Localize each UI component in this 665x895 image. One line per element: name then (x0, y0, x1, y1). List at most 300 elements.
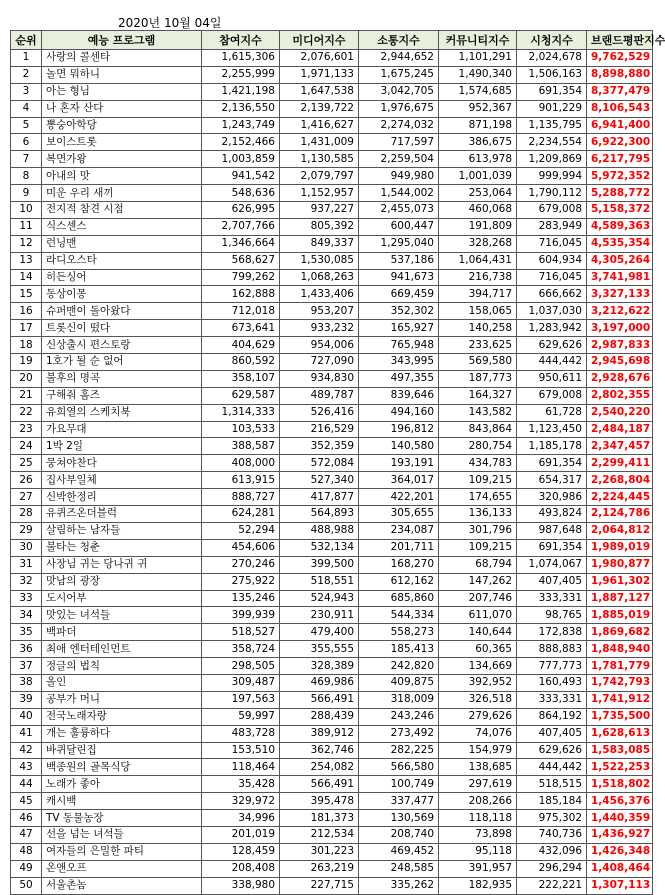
communication-cell: 612,162 (359, 573, 439, 590)
table-header-row (11, 31, 653, 50)
communication-cell: 185,413 (359, 641, 439, 658)
table-row (11, 624, 653, 641)
table-row (11, 607, 653, 624)
communication-cell: 165,927 (359, 320, 439, 337)
program-name-cell: 뭉쳐야찬다 (42, 455, 202, 472)
rank-cell: 13 (11, 252, 42, 269)
communication-cell: 3,042,705 (359, 83, 439, 100)
rank-cell: 7 (11, 151, 42, 168)
program-name-cell: 최애 엔터테인먼트 (42, 641, 202, 658)
community-cell: 140,258 (439, 320, 517, 337)
viewership-cell: 1,185,178 (517, 438, 587, 455)
communication-cell: 318,009 (359, 691, 439, 708)
program-name-cell: 백종원의 골목식당 (42, 759, 202, 776)
media-cell: 933,232 (280, 320, 359, 337)
brand-index-cell: 1,848,940 (587, 641, 653, 658)
viewership-cell: 296,294 (517, 860, 587, 877)
community-cell: 328,268 (439, 235, 517, 252)
participation-cell: 2,152,466 (202, 134, 280, 151)
table-row (11, 100, 653, 117)
media-cell: 526,416 (280, 404, 359, 421)
community-cell: 187,773 (439, 370, 517, 387)
communication-cell: 196,812 (359, 421, 439, 438)
program-name-cell: 아는 형님 (42, 83, 202, 100)
community-cell: 1,574,685 (439, 83, 517, 100)
program-name-cell: 정글의 법칙 (42, 658, 202, 675)
table-row (11, 691, 653, 708)
brand-index-cell: 5,158,372 (587, 202, 653, 219)
table-row (11, 742, 653, 759)
table-row (11, 641, 653, 658)
program-name-cell: 신상출시 편스토랑 (42, 337, 202, 354)
table-row (11, 843, 653, 860)
media-cell: 389,912 (280, 725, 359, 742)
community-cell: 73,898 (439, 826, 517, 843)
table-row (11, 185, 653, 202)
media-cell: 2,079,797 (280, 168, 359, 185)
viewership-cell: 716,045 (517, 269, 587, 286)
rank-cell: 10 (11, 202, 42, 219)
program-name-cell: 1박 2일 (42, 438, 202, 455)
viewership-cell: 407,405 (517, 573, 587, 590)
communication-cell: 130,569 (359, 810, 439, 827)
media-cell: 301,223 (280, 843, 359, 860)
program-name-cell: 보이스트롯 (42, 134, 202, 151)
brand-index-cell: 1,518,802 (587, 776, 653, 793)
participation-cell: 338,980 (202, 877, 280, 894)
viewership-cell: 629,626 (517, 337, 587, 354)
rank-cell: 15 (11, 286, 42, 303)
viewership-cell: 679,008 (517, 387, 587, 404)
community-cell: 182,935 (439, 877, 517, 894)
media-cell: 1,416,627 (280, 117, 359, 134)
viewership-cell: 407,405 (517, 725, 587, 742)
communication-cell: 558,273 (359, 624, 439, 641)
program-name-cell: 슈퍼맨이 돌아왔다 (42, 303, 202, 320)
participation-cell: 388,587 (202, 438, 280, 455)
communication-cell: 100,749 (359, 776, 439, 793)
rank-cell: 14 (11, 269, 42, 286)
viewership-cell: 493,824 (517, 506, 587, 523)
viewership-cell: 999,994 (517, 168, 587, 185)
media-cell: 254,082 (280, 759, 359, 776)
media-cell: 469,986 (280, 674, 359, 691)
program-name-cell: 전국노래자랑 (42, 708, 202, 725)
participation-cell: 2,255,999 (202, 66, 280, 83)
program-name-cell: 백파더 (42, 624, 202, 641)
table-row (11, 708, 653, 725)
participation-cell: 673,641 (202, 320, 280, 337)
brand-index-cell: 1,781,779 (587, 658, 653, 675)
communication-cell: 1,675,245 (359, 66, 439, 83)
participation-cell: 399,939 (202, 607, 280, 624)
community-cell: 233,625 (439, 337, 517, 354)
program-name-cell: 유퀴즈온더블럭 (42, 506, 202, 523)
viewership-cell: 1,506,163 (517, 66, 587, 83)
viewership-cell: 691,354 (517, 455, 587, 472)
viewership-cell: 691,354 (517, 83, 587, 100)
brand-index-cell: 2,540,220 (587, 404, 653, 421)
brand-index-cell: 1,887,127 (587, 590, 653, 607)
media-cell: 564,893 (280, 506, 359, 523)
table-row (11, 590, 653, 607)
rank-cell: 49 (11, 860, 42, 877)
brand-index-cell: 2,224,445 (587, 489, 653, 506)
media-cell: 288,439 (280, 708, 359, 725)
table-row (11, 404, 653, 421)
brand-index-cell: 6,941,400 (587, 117, 653, 134)
community-cell: 843,864 (439, 421, 517, 438)
brand-index-cell: 1,307,113 (587, 877, 653, 894)
program-name-cell: 미운 우리 새끼 (42, 185, 202, 202)
community-cell: 95,118 (439, 843, 517, 860)
rank-cell: 16 (11, 303, 42, 320)
header-community: 커뮤니티지수 (439, 31, 517, 50)
viewership-cell: 222,221 (517, 877, 587, 894)
community-cell: 154,979 (439, 742, 517, 759)
communication-cell: 566,580 (359, 759, 439, 776)
program-name-cell: 아내의 맛 (42, 168, 202, 185)
participation-cell: 270,246 (202, 556, 280, 573)
media-cell: 227,715 (280, 877, 359, 894)
participation-cell: 860,592 (202, 354, 280, 371)
participation-cell: 52,294 (202, 522, 280, 539)
table-row (11, 674, 653, 691)
media-cell: 216,529 (280, 421, 359, 438)
communication-cell: 2,259,504 (359, 151, 439, 168)
brand-index-cell: 1,980,877 (587, 556, 653, 573)
brand-index-cell: 2,802,355 (587, 387, 653, 404)
communication-cell: 208,740 (359, 826, 439, 843)
media-cell: 805,392 (280, 218, 359, 235)
brand-index-cell: 2,987,833 (587, 337, 653, 354)
participation-cell: 35,428 (202, 776, 280, 793)
viewership-cell: 333,331 (517, 691, 587, 708)
table-row (11, 235, 653, 252)
brand-index-cell: 2,945,698 (587, 354, 653, 371)
community-cell: 158,065 (439, 303, 517, 320)
brand-index-cell: 1,961,302 (587, 573, 653, 590)
program-name-cell: 나 혼자 산다 (42, 100, 202, 117)
media-cell: 212,534 (280, 826, 359, 843)
communication-cell: 2,944,652 (359, 50, 439, 67)
program-name-cell: 집사부일체 (42, 472, 202, 489)
media-cell: 727,090 (280, 354, 359, 371)
participation-cell: 358,107 (202, 370, 280, 387)
table-row (11, 573, 653, 590)
brand-index-cell: 2,124,786 (587, 506, 653, 523)
media-cell: 263,219 (280, 860, 359, 877)
communication-cell: 273,492 (359, 725, 439, 742)
participation-cell: 888,727 (202, 489, 280, 506)
table-row (11, 50, 653, 67)
table-row (11, 455, 653, 472)
participation-cell: 941,542 (202, 168, 280, 185)
participation-cell: 135,246 (202, 590, 280, 607)
communication-cell: 352,302 (359, 303, 439, 320)
media-cell: 1,971,133 (280, 66, 359, 83)
brand-index-cell: 3,327,133 (587, 286, 653, 303)
program-name-cell: 1호가 될 순 없어 (42, 354, 202, 371)
table-row (11, 810, 653, 827)
brand-index-cell: 8,106,543 (587, 100, 653, 117)
media-cell: 849,337 (280, 235, 359, 252)
viewership-cell: 716,045 (517, 235, 587, 252)
table-row (11, 438, 653, 455)
rank-cell: 28 (11, 506, 42, 523)
community-cell: 147,262 (439, 573, 517, 590)
communication-cell: 765,948 (359, 337, 439, 354)
program-name-cell: 여자들의 은밀한 파티 (42, 843, 202, 860)
participation-cell: 358,724 (202, 641, 280, 658)
communication-cell: 600,447 (359, 218, 439, 235)
community-cell: 386,675 (439, 134, 517, 151)
rank-cell: 37 (11, 658, 42, 675)
header-participation: 참여지수 (202, 31, 280, 50)
viewership-cell: 432,096 (517, 843, 587, 860)
media-cell: 328,389 (280, 658, 359, 675)
participation-cell: 404,629 (202, 337, 280, 354)
table-row (11, 66, 653, 83)
program-name-cell: 바퀴달린집 (42, 742, 202, 759)
header-communication: 소통지수 (359, 31, 439, 50)
table-row (11, 218, 653, 235)
participation-cell: 483,728 (202, 725, 280, 742)
community-cell: 297,619 (439, 776, 517, 793)
brand-index-cell: 3,212,622 (587, 303, 653, 320)
rank-cell: 38 (11, 674, 42, 691)
program-name-cell: 서울촌놈 (42, 877, 202, 894)
brand-index-cell: 2,064,812 (587, 522, 653, 539)
media-cell: 488,988 (280, 522, 359, 539)
community-cell: 138,685 (439, 759, 517, 776)
program-name-cell: 캐시백 (42, 793, 202, 810)
media-cell: 954,006 (280, 337, 359, 354)
participation-cell: 201,019 (202, 826, 280, 843)
community-cell: 118,118 (439, 810, 517, 827)
community-cell: 109,215 (439, 539, 517, 556)
rank-cell: 41 (11, 725, 42, 742)
viewership-cell: 333,331 (517, 590, 587, 607)
report-date: 2020년 10월 04일 (118, 16, 222, 30)
table-row (11, 354, 653, 371)
program-name-cell: 뽕숭아학당 (42, 117, 202, 134)
brand-index-cell: 1,426,348 (587, 843, 653, 860)
media-cell: 1,433,406 (280, 286, 359, 303)
rank-cell: 50 (11, 877, 42, 894)
table-row (11, 793, 653, 810)
table-row (11, 556, 653, 573)
communication-cell: 242,820 (359, 658, 439, 675)
viewership-cell: 320,986 (517, 489, 587, 506)
participation-cell: 568,627 (202, 252, 280, 269)
community-cell: 394,717 (439, 286, 517, 303)
program-name-cell: 올인 (42, 674, 202, 691)
rank-cell: 46 (11, 810, 42, 827)
table-row (11, 860, 653, 877)
viewership-cell: 444,442 (517, 759, 587, 776)
media-cell: 352,359 (280, 438, 359, 455)
participation-cell: 197,563 (202, 691, 280, 708)
brand-index-cell: 4,535,354 (587, 235, 653, 252)
community-cell: 207,746 (439, 590, 517, 607)
header-media: 미디어지수 (280, 31, 359, 50)
communication-cell: 409,875 (359, 674, 439, 691)
program-name-cell: TV 동물농장 (42, 810, 202, 827)
participation-cell: 2,707,766 (202, 218, 280, 235)
rank-cell: 18 (11, 337, 42, 354)
program-name-cell: 유희열의 스케치북 (42, 404, 202, 421)
rank-cell: 9 (11, 185, 42, 202)
community-cell: 253,064 (439, 185, 517, 202)
communication-cell: 193,191 (359, 455, 439, 472)
brand-index-cell: 3,741,981 (587, 269, 653, 286)
program-name-cell: 복면가왕 (42, 151, 202, 168)
participation-cell: 298,505 (202, 658, 280, 675)
table-row (11, 168, 653, 185)
media-cell: 1,068,263 (280, 269, 359, 286)
communication-cell: 282,225 (359, 742, 439, 759)
table-row (11, 826, 653, 843)
brand-index-cell: 1,989,019 (587, 539, 653, 556)
rank-cell: 39 (11, 691, 42, 708)
media-cell: 934,830 (280, 370, 359, 387)
brand-index-cell: 6,922,300 (587, 134, 653, 151)
communication-cell: 717,597 (359, 134, 439, 151)
rank-cell: 19 (11, 354, 42, 371)
program-name-cell: 사장님 귀는 당나귀 귀 (42, 556, 202, 573)
program-name-cell: 살림하는 남자들 (42, 522, 202, 539)
viewership-cell: 629,626 (517, 742, 587, 759)
table-row (11, 489, 653, 506)
community-cell: 569,580 (439, 354, 517, 371)
program-name-cell: 가요무대 (42, 421, 202, 438)
rank-cell: 40 (11, 708, 42, 725)
rank-cell: 43 (11, 759, 42, 776)
communication-cell: 537,186 (359, 252, 439, 269)
community-cell: 68,794 (439, 556, 517, 573)
rank-cell: 22 (11, 404, 42, 421)
rank-cell: 27 (11, 489, 42, 506)
participation-cell: 118,464 (202, 759, 280, 776)
communication-cell: 201,711 (359, 539, 439, 556)
rank-cell: 2 (11, 66, 42, 83)
community-cell: 143,582 (439, 404, 517, 421)
viewership-cell: 950,611 (517, 370, 587, 387)
rank-cell: 25 (11, 455, 42, 472)
media-cell: 399,500 (280, 556, 359, 573)
table-row (11, 320, 653, 337)
table-row (11, 83, 653, 100)
media-cell: 518,551 (280, 573, 359, 590)
rank-cell: 24 (11, 438, 42, 455)
viewership-cell: 740,736 (517, 826, 587, 843)
table-row (11, 202, 653, 219)
program-name-cell: 온앤오프 (42, 860, 202, 877)
media-cell: 532,134 (280, 539, 359, 556)
viewership-cell: 160,493 (517, 674, 587, 691)
media-cell: 527,340 (280, 472, 359, 489)
table-row (11, 269, 653, 286)
brand-index-cell: 4,589,363 (587, 218, 653, 235)
participation-cell: 613,915 (202, 472, 280, 489)
participation-cell: 624,281 (202, 506, 280, 523)
community-cell: 191,809 (439, 218, 517, 235)
table-row (11, 337, 653, 354)
viewership-cell: 1,135,795 (517, 117, 587, 134)
viewership-cell: 2,024,678 (517, 50, 587, 67)
viewership-cell: 518,515 (517, 776, 587, 793)
brand-index-cell: 1,741,912 (587, 691, 653, 708)
media-cell: 1,431,009 (280, 134, 359, 151)
community-cell: 1,490,340 (439, 66, 517, 83)
community-cell: 434,783 (439, 455, 517, 472)
participation-cell: 626,995 (202, 202, 280, 219)
participation-cell: 548,636 (202, 185, 280, 202)
communication-cell: 243,246 (359, 708, 439, 725)
program-name-cell: 신박한정리 (42, 489, 202, 506)
program-name-cell: 불타는 청춘 (42, 539, 202, 556)
participation-cell: 162,888 (202, 286, 280, 303)
community-cell: 136,133 (439, 506, 517, 523)
brand-index-cell: 2,268,804 (587, 472, 653, 489)
program-name-cell: 히든싱어 (42, 269, 202, 286)
participation-cell: 1,003,859 (202, 151, 280, 168)
table-row (11, 472, 653, 489)
media-cell: 355,555 (280, 641, 359, 658)
brand-index-cell: 1,440,359 (587, 810, 653, 827)
rank-cell: 26 (11, 472, 42, 489)
participation-cell: 1,314,333 (202, 404, 280, 421)
viewership-cell: 777,773 (517, 658, 587, 675)
program-name-cell: 맛남의 광장 (42, 573, 202, 590)
table-row (11, 134, 653, 151)
media-cell: 2,076,601 (280, 50, 359, 67)
rank-cell: 11 (11, 218, 42, 235)
brand-index-cell: 6,217,795 (587, 151, 653, 168)
media-cell: 417,877 (280, 489, 359, 506)
viewership-cell: 1,074,067 (517, 556, 587, 573)
brand-index-cell: 2,484,187 (587, 421, 653, 438)
participation-cell: 1,615,306 (202, 50, 280, 67)
viewership-cell: 666,662 (517, 286, 587, 303)
communication-cell: 337,477 (359, 793, 439, 810)
viewership-cell: 1,209,869 (517, 151, 587, 168)
program-name-cell: 노래가 좋아 (42, 776, 202, 793)
community-cell: 1,001,039 (439, 168, 517, 185)
participation-cell: 408,000 (202, 455, 280, 472)
community-cell: 280,754 (439, 438, 517, 455)
media-cell: 953,207 (280, 303, 359, 320)
community-cell: 174,655 (439, 489, 517, 506)
viewership-cell: 61,728 (517, 404, 587, 421)
table-row (11, 725, 653, 742)
communication-cell: 497,355 (359, 370, 439, 387)
media-cell: 395,478 (280, 793, 359, 810)
participation-cell: 2,136,550 (202, 100, 280, 117)
header-program: 예능 프로그램 (42, 31, 202, 50)
rank-cell: 3 (11, 83, 42, 100)
media-cell: 566,491 (280, 776, 359, 793)
table-row (11, 506, 653, 523)
viewership-cell: 172,838 (517, 624, 587, 641)
rank-cell: 12 (11, 235, 42, 252)
community-cell: 208,266 (439, 793, 517, 810)
community-cell: 326,518 (439, 691, 517, 708)
viewership-cell: 654,317 (517, 472, 587, 489)
brand-index-cell: 3,197,000 (587, 320, 653, 337)
program-name-cell: 트롯신이 떴다 (42, 320, 202, 337)
